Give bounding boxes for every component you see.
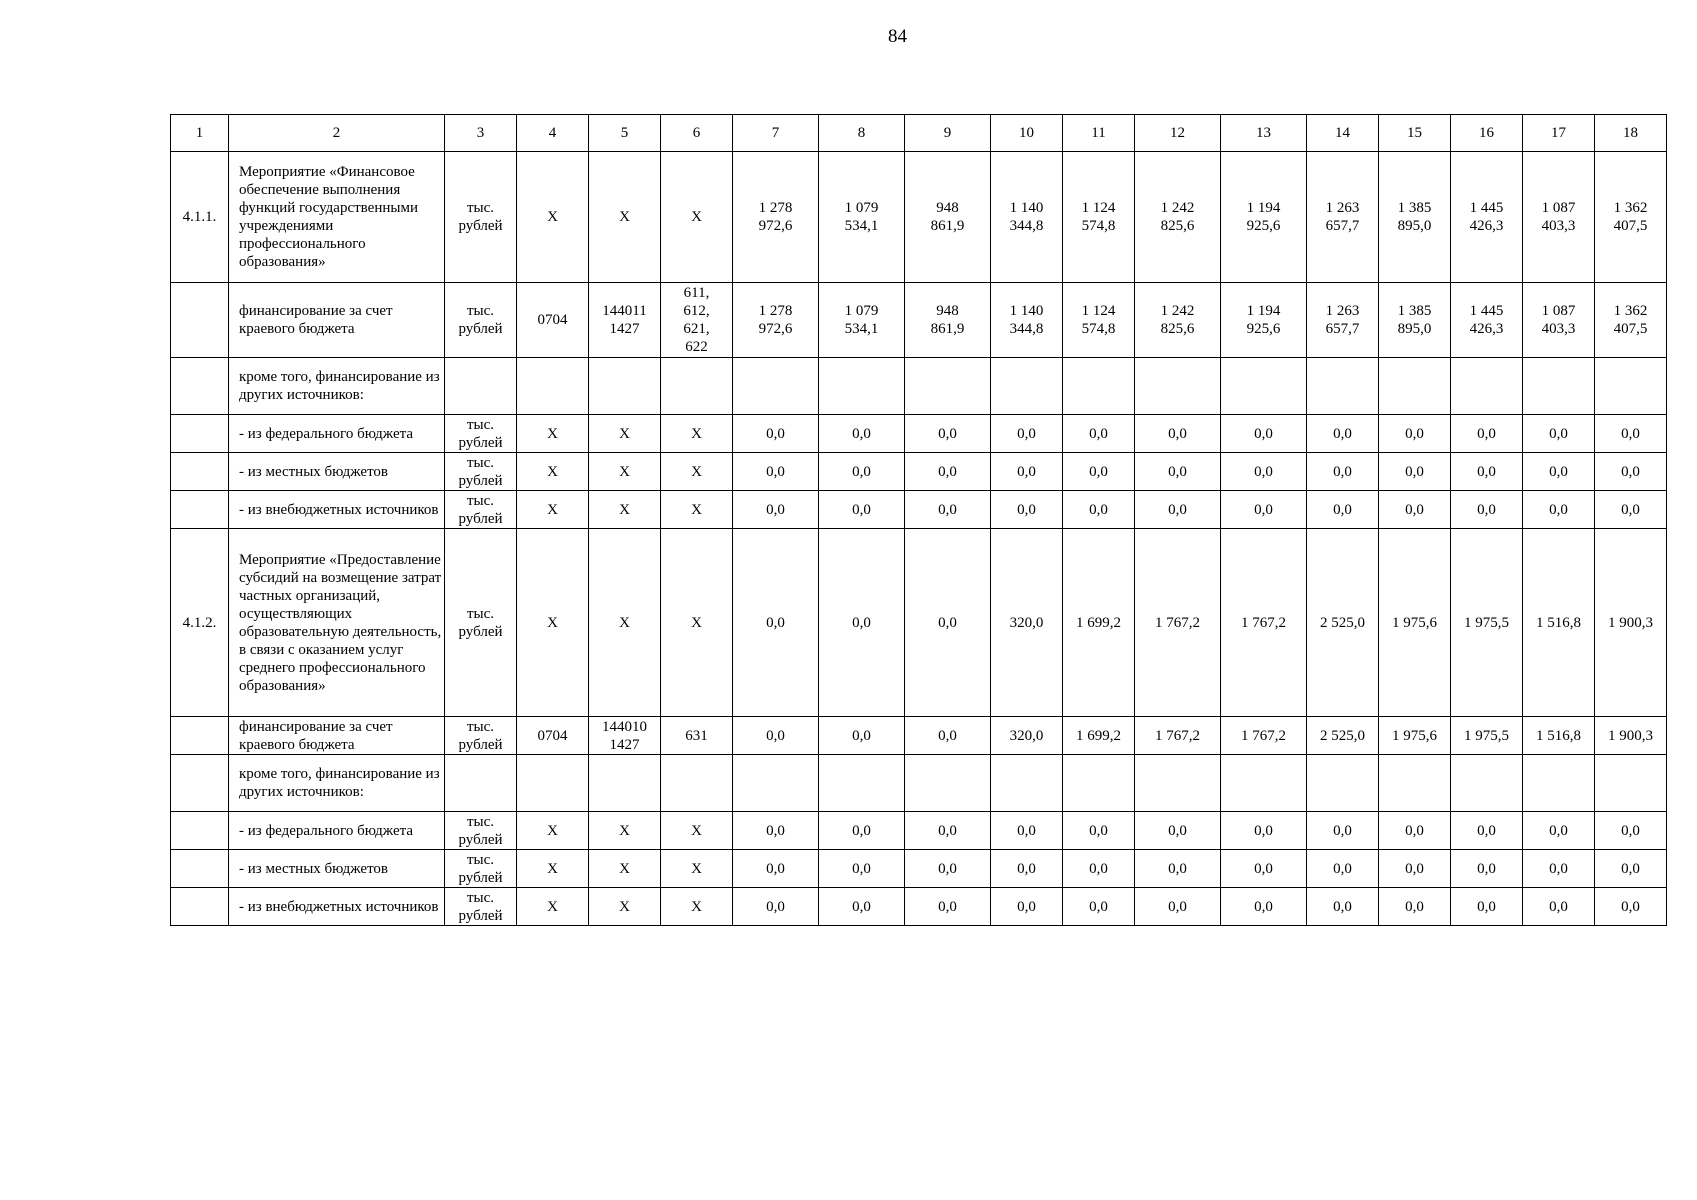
table-cell: 1 194 925,6 (1221, 152, 1307, 283)
table-cell: 0,0 (905, 888, 991, 926)
header-cell: 9 (905, 115, 991, 152)
table-cell: Х (517, 491, 589, 529)
table-cell (517, 358, 589, 415)
table-cell: 0,0 (1307, 812, 1379, 850)
table-cell: 0,0 (733, 850, 819, 888)
table-cell: тыс. рублей (445, 717, 517, 755)
table-cell (905, 755, 991, 812)
table-cell: 948 861,9 (905, 152, 991, 283)
table-row (171, 812, 1667, 850)
table-row (171, 491, 1667, 529)
table-cell: Х (589, 812, 661, 850)
table-cell: 0,0 (1451, 888, 1523, 926)
table-cell: Х (661, 152, 733, 283)
table-cell: 0,0 (1523, 850, 1595, 888)
item-name-cell: кроме того, финансирование из других источников: (229, 755, 445, 812)
table-cell: 1 263 657,7 (1307, 283, 1379, 358)
table-cell: 1 087 403,3 (1523, 152, 1595, 283)
header-cell: 3 (445, 115, 517, 152)
table-row (171, 358, 1667, 415)
table-cell: 1 385 895,0 (1379, 152, 1451, 283)
header-cell: 13 (1221, 115, 1307, 152)
table-cell: 2 525,0 (1307, 529, 1379, 717)
table-cell: 0,0 (819, 812, 905, 850)
table-cell: 320,0 (991, 529, 1063, 717)
table-cell (517, 755, 589, 812)
item-name-cell: - из федерального бюджета (229, 812, 445, 850)
table-cell: 0,0 (905, 453, 991, 491)
table-cell: 0,0 (905, 491, 991, 529)
table-cell: 1 975,5 (1451, 717, 1523, 755)
header-cell: 5 (589, 115, 661, 152)
table-cell: 0,0 (1063, 850, 1135, 888)
table-row (171, 888, 1667, 926)
table-cell: Х (589, 888, 661, 926)
table-cell: 0,0 (1595, 453, 1667, 491)
table-cell: 1 263 657,7 (1307, 152, 1379, 283)
table-cell: 1 362 407,5 (1595, 283, 1667, 358)
table-cell: Х (661, 415, 733, 453)
table-cell: 1 975,6 (1379, 529, 1451, 717)
table-cell: тыс. рублей (445, 850, 517, 888)
table-cell: 0,0 (1379, 491, 1451, 529)
table-cell: 0,0 (1135, 453, 1221, 491)
table-cell: 1 362 407,5 (1595, 152, 1667, 283)
item-name-cell: финансирование за счет краевого бюджета (229, 283, 445, 358)
table-cell: 0,0 (1523, 888, 1595, 926)
table-cell: 0,0 (1221, 888, 1307, 926)
table-cell: 0,0 (1221, 453, 1307, 491)
table-cell: Х (589, 850, 661, 888)
table-cell: 0,0 (733, 888, 819, 926)
table-cell (991, 755, 1063, 812)
table-cell (819, 755, 905, 812)
table-cell: 0,0 (905, 850, 991, 888)
table-cell: 1 242 825,6 (1135, 283, 1221, 358)
table-cell (445, 755, 517, 812)
table-cell: 0,0 (733, 812, 819, 850)
table-cell: 0,0 (733, 491, 819, 529)
table-cell: 0704 (517, 283, 589, 358)
table-cell (1307, 358, 1379, 415)
table-cell: 0,0 (819, 717, 905, 755)
table-cell: 1 516,8 (1523, 717, 1595, 755)
table-cell: 0,0 (905, 717, 991, 755)
table-cell: Х (517, 152, 589, 283)
table-cell: Х (661, 491, 733, 529)
row-number-cell (171, 717, 229, 755)
table-cell (1221, 358, 1307, 415)
row-number-cell (171, 755, 229, 812)
row-number-cell (171, 415, 229, 453)
table-cell: 1 445 426,3 (1451, 152, 1523, 283)
table-cell: 1 699,2 (1063, 529, 1135, 717)
page-number: 84 (888, 26, 907, 47)
table-cell: 0,0 (1307, 850, 1379, 888)
table-cell (1595, 358, 1667, 415)
table-cell: 0,0 (1379, 812, 1451, 850)
table-cell (1451, 358, 1523, 415)
table-cell: 1 900,3 (1595, 717, 1667, 755)
row-number-cell (171, 850, 229, 888)
row-number-cell (171, 491, 229, 529)
table-cell: 0,0 (819, 415, 905, 453)
table-cell: 0,0 (991, 850, 1063, 888)
table-cell: 1 087 403,3 (1523, 283, 1595, 358)
table-cell: Х (517, 529, 589, 717)
table-cell: 0,0 (1221, 415, 1307, 453)
table-cell (733, 358, 819, 415)
header-cell: 10 (991, 115, 1063, 152)
table-cell: 0,0 (1523, 415, 1595, 453)
table-cell: 1 124 574,8 (1063, 152, 1135, 283)
table-cell: 0,0 (1523, 453, 1595, 491)
table-cell: 0,0 (1595, 888, 1667, 926)
table-cell: 1 140 344,8 (991, 152, 1063, 283)
table-cell: тыс. рублей (445, 415, 517, 453)
table-cell: тыс. рублей (445, 529, 517, 717)
item-name-cell: - из внебюджетных источников (229, 888, 445, 926)
table-row (171, 283, 1667, 358)
table-cell: 0,0 (1595, 850, 1667, 888)
header-cell: 6 (661, 115, 733, 152)
table-cell: 0,0 (1451, 415, 1523, 453)
table-cell: 0,0 (1307, 453, 1379, 491)
table-cell: Х (589, 152, 661, 283)
table-cell (1135, 358, 1221, 415)
table-cell: 1 767,2 (1135, 717, 1221, 755)
header-cell: 16 (1451, 115, 1523, 152)
table-cell: 0,0 (1523, 812, 1595, 850)
header-cell: 7 (733, 115, 819, 152)
table-cell (661, 358, 733, 415)
item-name-cell: Мероприятие «Предоставление субсидий на возмещение затрат частных организаций, осуществляющих образовательную деятельность, в связи с оказанием услуг среднего профессионального образования» (229, 529, 445, 717)
header-cell: 8 (819, 115, 905, 152)
table-cell: 0,0 (991, 491, 1063, 529)
header-cell: 1 (171, 115, 229, 152)
table-cell: Х (661, 529, 733, 717)
table-cell: 1 767,2 (1221, 529, 1307, 717)
row-number-cell (171, 453, 229, 491)
table-cell: 611, 612, 621, 622 (661, 283, 733, 358)
table-cell: 0704 (517, 717, 589, 755)
table-cell: 1 140 344,8 (991, 283, 1063, 358)
row-number-cell: 4.1.1. (171, 152, 229, 283)
budget-table (170, 114, 1667, 926)
table-cell: 1 124 574,8 (1063, 283, 1135, 358)
table-cell: Х (589, 491, 661, 529)
item-name-cell: кроме того, финансирование из других источников: (229, 358, 445, 415)
table-cell: 1 278 972,6 (733, 152, 819, 283)
table-cell: Х (517, 453, 589, 491)
table-cell: 0,0 (991, 888, 1063, 926)
table-cell (445, 358, 517, 415)
column-number-row (171, 115, 1667, 152)
header-cell: 12 (1135, 115, 1221, 152)
table-cell (1307, 755, 1379, 812)
table-cell (905, 358, 991, 415)
header-cell: 4 (517, 115, 589, 152)
table-cell: 948 861,9 (905, 283, 991, 358)
table-cell (589, 755, 661, 812)
table-cell: 0,0 (1307, 888, 1379, 926)
table-cell: 0,0 (1595, 491, 1667, 529)
item-name-cell: финансирование за счет краевого бюджета (229, 717, 445, 755)
table-cell (991, 358, 1063, 415)
table-cell: 0,0 (1595, 415, 1667, 453)
table-cell: 0,0 (819, 888, 905, 926)
table-cell: Х (517, 812, 589, 850)
table-cell: 0,0 (733, 529, 819, 717)
table-cell: 0,0 (991, 812, 1063, 850)
table-cell (1063, 358, 1135, 415)
table-cell: 0,0 (733, 453, 819, 491)
table-cell: Х (589, 453, 661, 491)
table-cell: Х (517, 415, 589, 453)
table-cell (1379, 358, 1451, 415)
table-cell: 1 767,2 (1135, 529, 1221, 717)
row-number-cell: 4.1.2. (171, 529, 229, 717)
table-cell: 0,0 (905, 415, 991, 453)
table-cell: Х (661, 453, 733, 491)
table-cell: Х (589, 415, 661, 453)
table-cell: 1 278 972,6 (733, 283, 819, 358)
table-cell: 0,0 (1063, 415, 1135, 453)
table-cell: 144010 1427 (589, 717, 661, 755)
table-cell: 0,0 (1135, 850, 1221, 888)
table-cell: Х (589, 529, 661, 717)
table-cell (1451, 755, 1523, 812)
table-cell: 0,0 (1451, 491, 1523, 529)
table-cell (819, 358, 905, 415)
row-number-cell (171, 283, 229, 358)
header-cell: 17 (1523, 115, 1595, 152)
table-cell: 0,0 (1135, 415, 1221, 453)
item-name-cell: - из внебюджетных источников (229, 491, 445, 529)
table-cell: 0,0 (819, 529, 905, 717)
table-cell: 0,0 (1221, 491, 1307, 529)
table-cell: 0,0 (733, 415, 819, 453)
table-cell: 0,0 (991, 415, 1063, 453)
table-cell: 0,0 (1451, 850, 1523, 888)
table-cell: 0,0 (1451, 453, 1523, 491)
header-cell: 14 (1307, 115, 1379, 152)
table-cell: 0,0 (1221, 850, 1307, 888)
header-cell: 11 (1063, 115, 1135, 152)
table-cell: 1 516,8 (1523, 529, 1595, 717)
table-cell: 0,0 (905, 529, 991, 717)
item-name-cell: Мероприятие «Финансовое обеспечение выполнения функций государственными учреждениями профессионального образования» (229, 152, 445, 283)
table-cell: тыс. рублей (445, 453, 517, 491)
table-cell: 0,0 (1063, 888, 1135, 926)
table-cell: 0,0 (1063, 812, 1135, 850)
table-cell: 0,0 (991, 453, 1063, 491)
table-cell (733, 755, 819, 812)
table-cell: 0,0 (1063, 453, 1135, 491)
item-name-cell: - из местных бюджетов (229, 850, 445, 888)
table-cell (1221, 755, 1307, 812)
table-cell (1135, 755, 1221, 812)
table-cell: 0,0 (1063, 491, 1135, 529)
table-cell: 0,0 (1451, 812, 1523, 850)
table-cell: 0,0 (819, 491, 905, 529)
item-name-cell: - из федерального бюджета (229, 415, 445, 453)
table-cell: 0,0 (1307, 415, 1379, 453)
table-cell: 631 (661, 717, 733, 755)
header-cell: 2 (229, 115, 445, 152)
table-cell: 0,0 (1595, 812, 1667, 850)
item-name-cell: - из местных бюджетов (229, 453, 445, 491)
row-number-cell (171, 358, 229, 415)
table-cell: 0,0 (1135, 491, 1221, 529)
table-cell: Х (661, 888, 733, 926)
table-cell: Х (517, 850, 589, 888)
table-cell (589, 358, 661, 415)
table-cell: 1 767,2 (1221, 717, 1307, 755)
table-cell: 0,0 (733, 717, 819, 755)
table-cell (661, 755, 733, 812)
table-cell: тыс. рублей (445, 152, 517, 283)
table-cell (1523, 358, 1595, 415)
table-cell: тыс. рублей (445, 491, 517, 529)
table-cell: 144011 1427 (589, 283, 661, 358)
table-cell: 0,0 (819, 453, 905, 491)
table-cell (1523, 755, 1595, 812)
table-row (171, 152, 1667, 283)
table-cell (1379, 755, 1451, 812)
table-cell: 0,0 (1379, 888, 1451, 926)
table-cell: 0,0 (1523, 491, 1595, 529)
table-row (171, 717, 1667, 755)
table-cell: Х (661, 812, 733, 850)
table-cell (1063, 755, 1135, 812)
table-cell: Х (517, 888, 589, 926)
header-cell: 18 (1595, 115, 1667, 152)
table-cell: тыс. рублей (445, 283, 517, 358)
table-cell: 0,0 (1379, 415, 1451, 453)
table-cell: 1 699,2 (1063, 717, 1135, 755)
table-cell: Х (661, 850, 733, 888)
table-cell: 1 445 426,3 (1451, 283, 1523, 358)
table-cell: 0,0 (1135, 888, 1221, 926)
header-cell: 15 (1379, 115, 1451, 152)
table-cell: 0,0 (1307, 491, 1379, 529)
table-cell: 0,0 (1379, 850, 1451, 888)
table-row (171, 850, 1667, 888)
table-cell: 0,0 (1379, 453, 1451, 491)
table-cell: 1 900,3 (1595, 529, 1667, 717)
table-cell: 0,0 (905, 812, 991, 850)
table-row (171, 453, 1667, 491)
table-cell: 0,0 (1135, 812, 1221, 850)
table-cell: 0,0 (1221, 812, 1307, 850)
table-cell: 1 385 895,0 (1379, 283, 1451, 358)
table-cell: 1 242 825,6 (1135, 152, 1221, 283)
table-cell: тыс. рублей (445, 888, 517, 926)
table-row (171, 415, 1667, 453)
table-row (171, 529, 1667, 717)
table-cell: 320,0 (991, 717, 1063, 755)
table-cell: тыс. рублей (445, 812, 517, 850)
table-cell: 2 525,0 (1307, 717, 1379, 755)
table-cell (1595, 755, 1667, 812)
table-row (171, 755, 1667, 812)
table-cell: 1 975,6 (1379, 717, 1451, 755)
row-number-cell (171, 812, 229, 850)
row-number-cell (171, 888, 229, 926)
table-cell: 1 975,5 (1451, 529, 1523, 717)
table-cell: 1 194 925,6 (1221, 283, 1307, 358)
table-cell: 1 079 534,1 (819, 152, 905, 283)
table-cell: 0,0 (819, 850, 905, 888)
table-cell: 1 079 534,1 (819, 283, 905, 358)
